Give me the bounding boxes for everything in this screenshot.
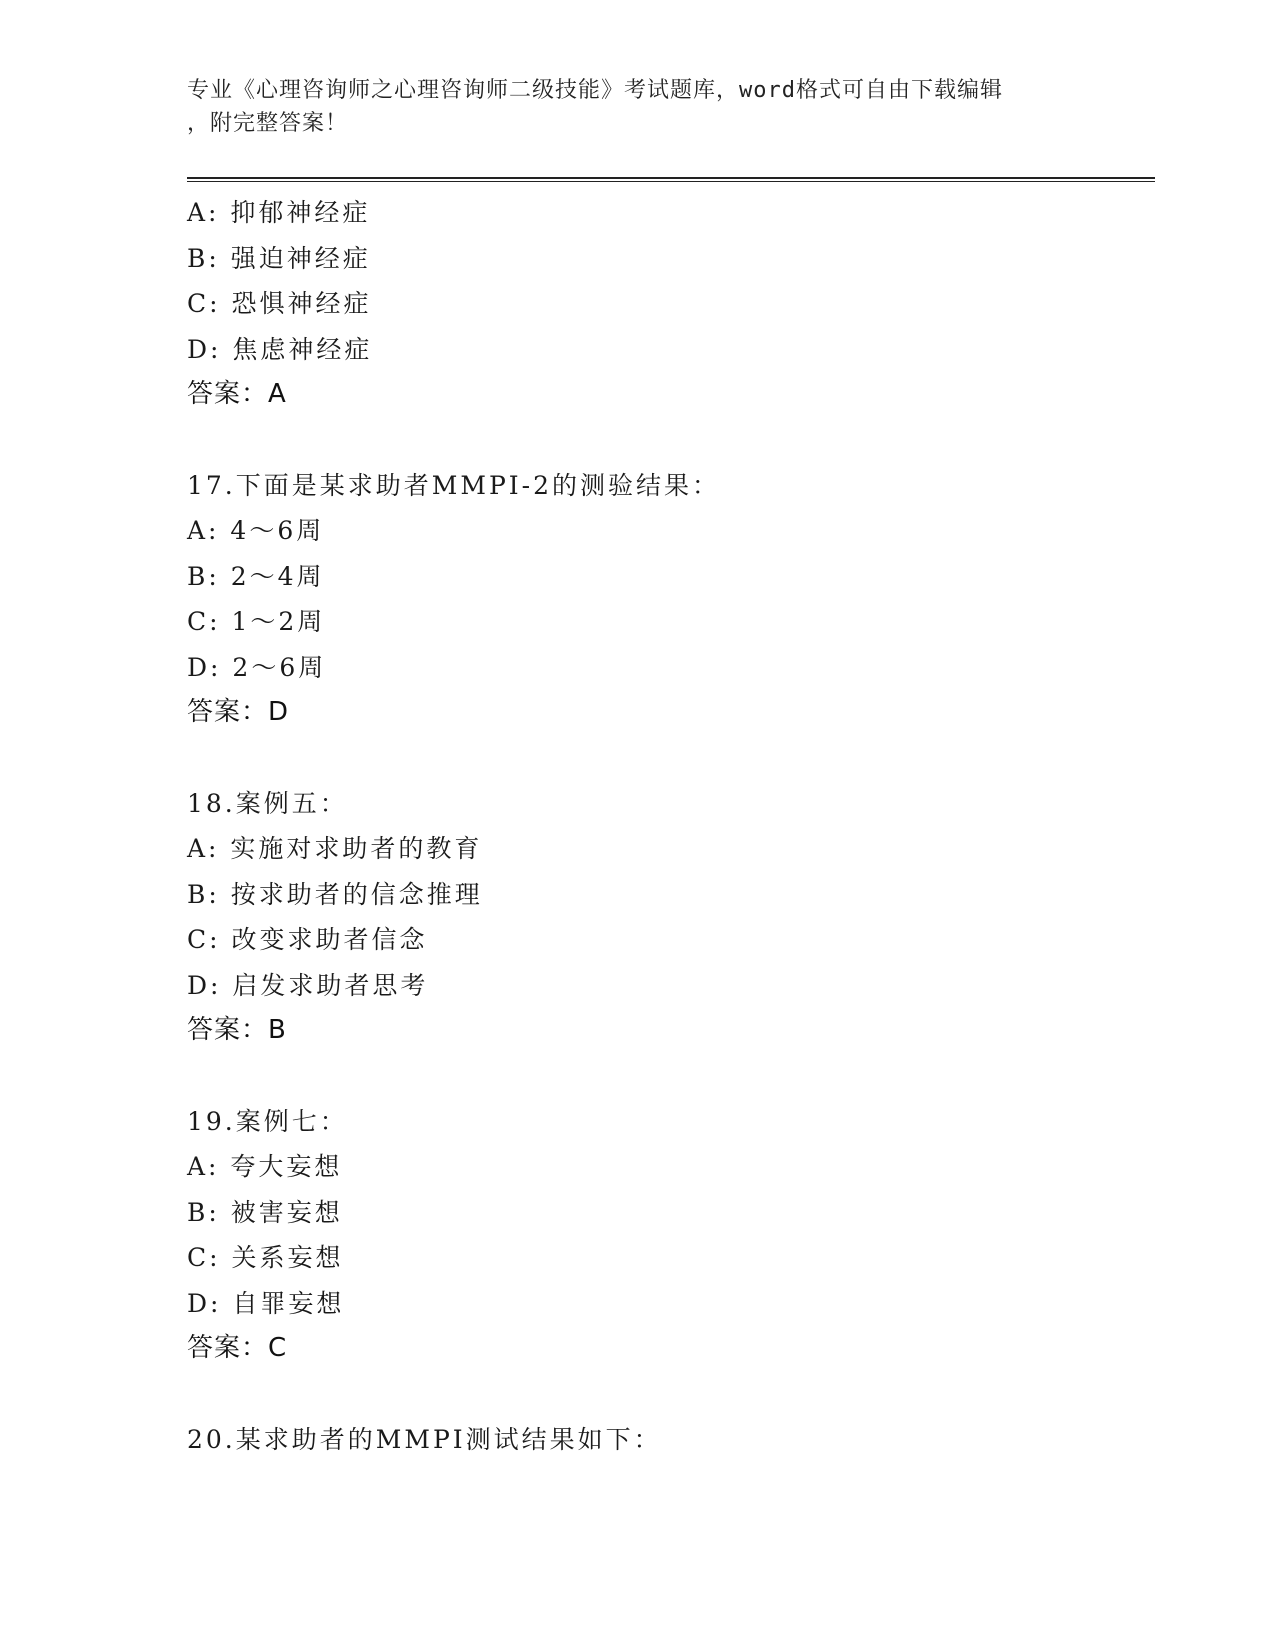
- question-16: [187, 190, 1155, 418]
- answer: 答案：D: [187, 697, 290, 727]
- option-c: C: 1～2周: [187, 607, 326, 636]
- question-20: [187, 1417, 1155, 1463]
- answer: 答案：C: [187, 1333, 288, 1363]
- option-b: B: 被害妄想: [187, 1197, 343, 1227]
- option-a: A: 实施对求助者的教育: [187, 834, 483, 863]
- option-d: D: 焦虑神经症: [187, 334, 373, 364]
- header-divider: [187, 177, 1155, 182]
- question-list: [187, 190, 1155, 1462]
- option-b: B: 强迫神经症: [187, 243, 371, 273]
- question-17: [187, 463, 1155, 736]
- question-19: [187, 1099, 1155, 1372]
- option-b: B: 2～4周: [187, 561, 325, 591]
- question-title: 18.案例五：: [187, 788, 348, 818]
- option-c: C: 改变求助者信念: [187, 925, 428, 954]
- option-c: C: 恐惧神经症: [187, 289, 372, 318]
- option-b: B: 按求助者的信念推理: [187, 879, 483, 909]
- option-c: C: 关系妄想: [187, 1243, 344, 1272]
- option-a: A: 夸大妄想: [187, 1152, 343, 1181]
- question-title: 20.某求助者的MMPI测试结果如下：: [187, 1424, 662, 1454]
- option-d: D: 2～6周: [187, 652, 327, 682]
- question-18: [187, 781, 1155, 1054]
- option-d: D: 启发求助者思考: [187, 970, 429, 1000]
- option-a: A: 抑郁神经症: [187, 198, 371, 227]
- header-title-line-2: ，附完整答案！: [187, 111, 349, 136]
- answer: 答案：A: [187, 379, 287, 409]
- question-title: 17.下面是某求助者MMPI-2的测验结果：: [187, 470, 721, 500]
- option-d: D: 自罪妄想: [187, 1288, 345, 1318]
- document-header: [187, 74, 1087, 140]
- header-title-line-1: 专业《心理咨询师之心理咨询师二级技能》考试题库，word格式可自由下载编辑: [187, 78, 1003, 103]
- option-a: A: 4～6周: [187, 516, 325, 545]
- answer: 答案：B: [187, 1015, 287, 1045]
- question-title: 19.案例七：: [187, 1106, 348, 1136]
